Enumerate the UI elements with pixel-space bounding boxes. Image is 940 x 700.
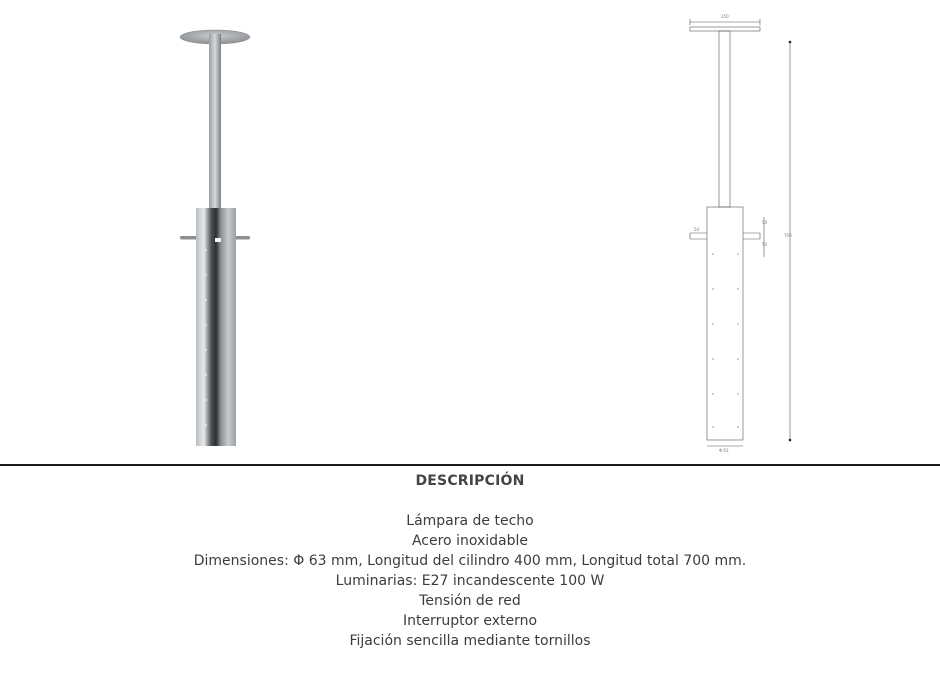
dim-arm-left: 50 [694,227,700,232]
dim-arm-top: 50 [762,220,768,225]
description-line: Tensión de red [419,593,521,609]
description-line: Lámpara de techo [406,513,534,529]
dim-arm-bottom: 50 [762,242,768,247]
description-line: Fijación sencilla mediante tornillos [349,633,591,649]
description-line: Acero inoxidable [411,533,529,549]
description-line: Dimensiones: Φ 63 mm, Longitud del cilindro 400 mm, Longitud total 700 mm. [193,553,747,569]
description-section [0,473,940,651]
description-title: DESCRIPCIÓN [415,473,525,489]
dim-total-height: 700 [784,233,792,238]
lamp-dimension-drawing [680,12,800,457]
product-photo [160,20,270,450]
section-divider [0,464,940,466]
dim-bottom-diameter: Φ 63 [719,448,729,453]
description-line: Interruptor externo [402,613,538,629]
ceiling-lamp-photo [160,20,270,450]
dim-top-width: 150 [721,14,729,19]
description-line: Luminarias: E27 incandescente 100 W [335,573,605,589]
technical-drawing [680,12,800,457]
